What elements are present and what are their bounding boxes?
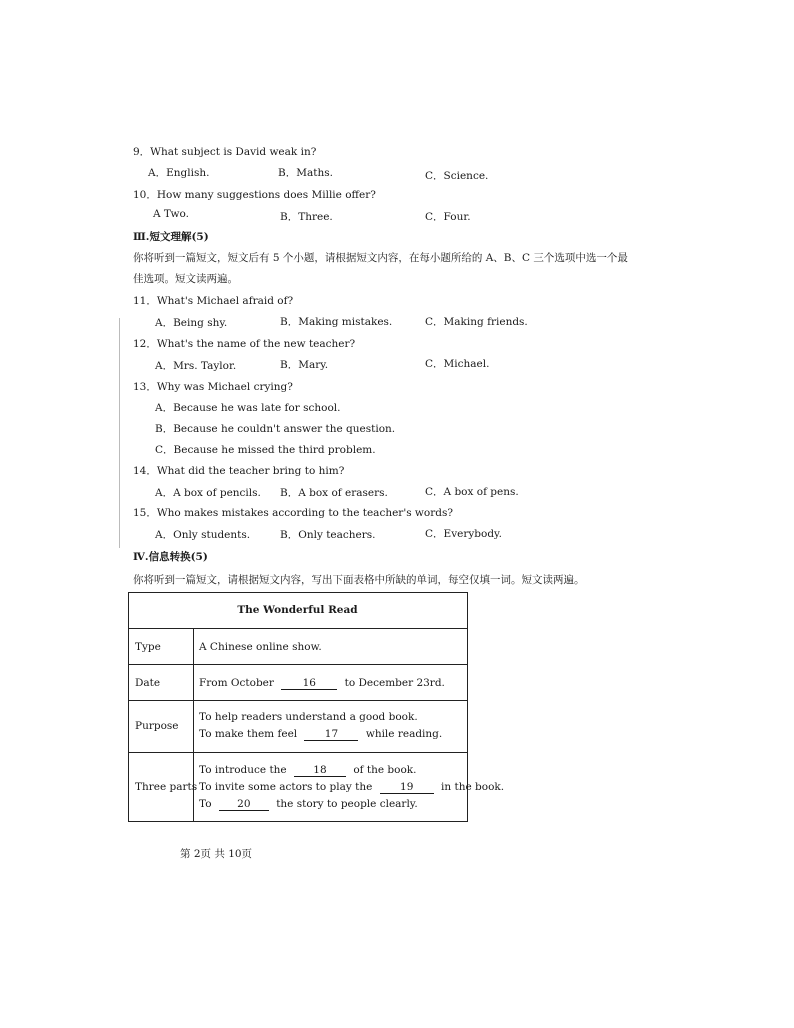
question-9: 9．What subject is David weak in? <box>133 146 317 158</box>
three-parts-label: Three parts <box>135 781 198 793</box>
parts-line-2 <box>199 781 504 794</box>
q13-option-a: A．Because he was late for school. <box>155 402 341 414</box>
table-title: The Wonderful Read <box>237 604 358 616</box>
question-15: 15．Who makes mistakes according to the teacher's words? <box>133 507 454 519</box>
info-table <box>128 592 505 822</box>
parts-line2-pre: To invite some actors to play the <box>199 781 373 793</box>
margin-line <box>119 318 120 548</box>
q15-option-b: B．Only teachers. <box>280 529 376 541</box>
question-10: 10．How many suggestions does Millie offer? <box>133 189 376 201</box>
question-12: 12．What's the name of the new teacher? <box>133 338 356 350</box>
question-14: 14．What did the teacher bring to him? <box>133 465 345 477</box>
table-row-three-parts <box>129 752 505 823</box>
q11-option-c: C．Making friends. <box>425 316 528 328</box>
q14-option-c: C．A box of pens. <box>425 486 519 498</box>
purpose-line-2 <box>199 728 442 741</box>
blank-17[interactable]: 17 <box>304 728 358 741</box>
q14-option-b: B．A box of erasers. <box>280 487 388 499</box>
type-label: Type <box>135 641 161 653</box>
q9-option-b: B．Maths. <box>278 167 333 179</box>
section-3-heading: Ⅲ.短文理解(5) <box>133 231 209 243</box>
q11-option-a: A．Being shy. <box>155 317 228 329</box>
purpose-line-1: To help readers understand a good book. <box>199 711 418 723</box>
q13-option-c: C．Because he missed the third problem. <box>155 444 376 456</box>
type-value: A Chinese online show. <box>199 641 322 653</box>
purpose-pre: To make them feel <box>199 728 298 740</box>
blank-20[interactable]: 20 <box>219 798 269 811</box>
section-4-instructions: 你将听到一篇短文，请根据短文内容，写出下面表格中所缺的单词，每空仅填一词。短文读两遍。 <box>133 574 585 586</box>
parts-line-1 <box>199 764 416 777</box>
blank-16[interactable]: 16 <box>281 677 337 690</box>
q12-option-c: C．Michael. <box>425 358 490 370</box>
table-row-type <box>129 628 467 664</box>
section-3-instructions-line2: 佳选项。短文读两遍。 <box>133 273 238 285</box>
q11-option-b: B．Making mistakes. <box>280 316 393 328</box>
q12-option-a: A．Mrs. Taylor. <box>155 360 237 372</box>
parts-line3-post: the story to people clearly. <box>276 798 418 810</box>
table-row-date <box>129 664 467 700</box>
parts-line2-post: in the book. <box>441 781 505 793</box>
q12-option-b: B．Mary. <box>280 359 329 371</box>
q9-option-c: C．Science. <box>425 170 489 182</box>
section-3-instructions-line1: 你将听到一篇短文，短文后有 5 个小题，请根据短文内容，在每小题所给的 A、B、C 三个选项中选一个最 <box>133 252 628 264</box>
q15-option-c: C．Everybody. <box>425 528 502 540</box>
purpose-post: while reading. <box>365 728 443 740</box>
date-label: Date <box>135 677 161 689</box>
date-post: to December 23rd. <box>344 677 445 689</box>
parts-line3-pre: To <box>199 798 212 810</box>
q10-option-a: A Two. <box>153 208 190 220</box>
question-11: 11．What's Michael afraid of? <box>133 295 294 307</box>
q10-option-c: C．Four. <box>425 211 471 223</box>
date-value <box>199 677 445 690</box>
q15-option-a: A．Only students. <box>155 529 251 541</box>
q9-option-a: A．English. <box>148 167 210 179</box>
parts-line1-post: of the book. <box>353 764 417 776</box>
q14-option-a: A．A box of pencils. <box>155 487 261 499</box>
purpose-label: Purpose <box>135 720 179 732</box>
parts-line1-pre: To introduce the <box>199 764 287 776</box>
q10-option-b: B．Three. <box>280 211 333 223</box>
blank-18[interactable]: 18 <box>294 764 346 777</box>
date-pre: From October <box>199 677 274 689</box>
table-row-purpose <box>129 700 467 752</box>
question-13: 13．Why was Michael crying? <box>133 381 293 393</box>
section-4-heading: Ⅳ.信息转换(5) <box>133 551 208 563</box>
q13-option-b: B．Because he couldn't answer the question. <box>155 423 396 435</box>
page-footer: 第 2页 共 10页 <box>180 848 253 860</box>
blank-19[interactable]: 19 <box>380 781 434 794</box>
parts-line-3 <box>199 798 418 811</box>
